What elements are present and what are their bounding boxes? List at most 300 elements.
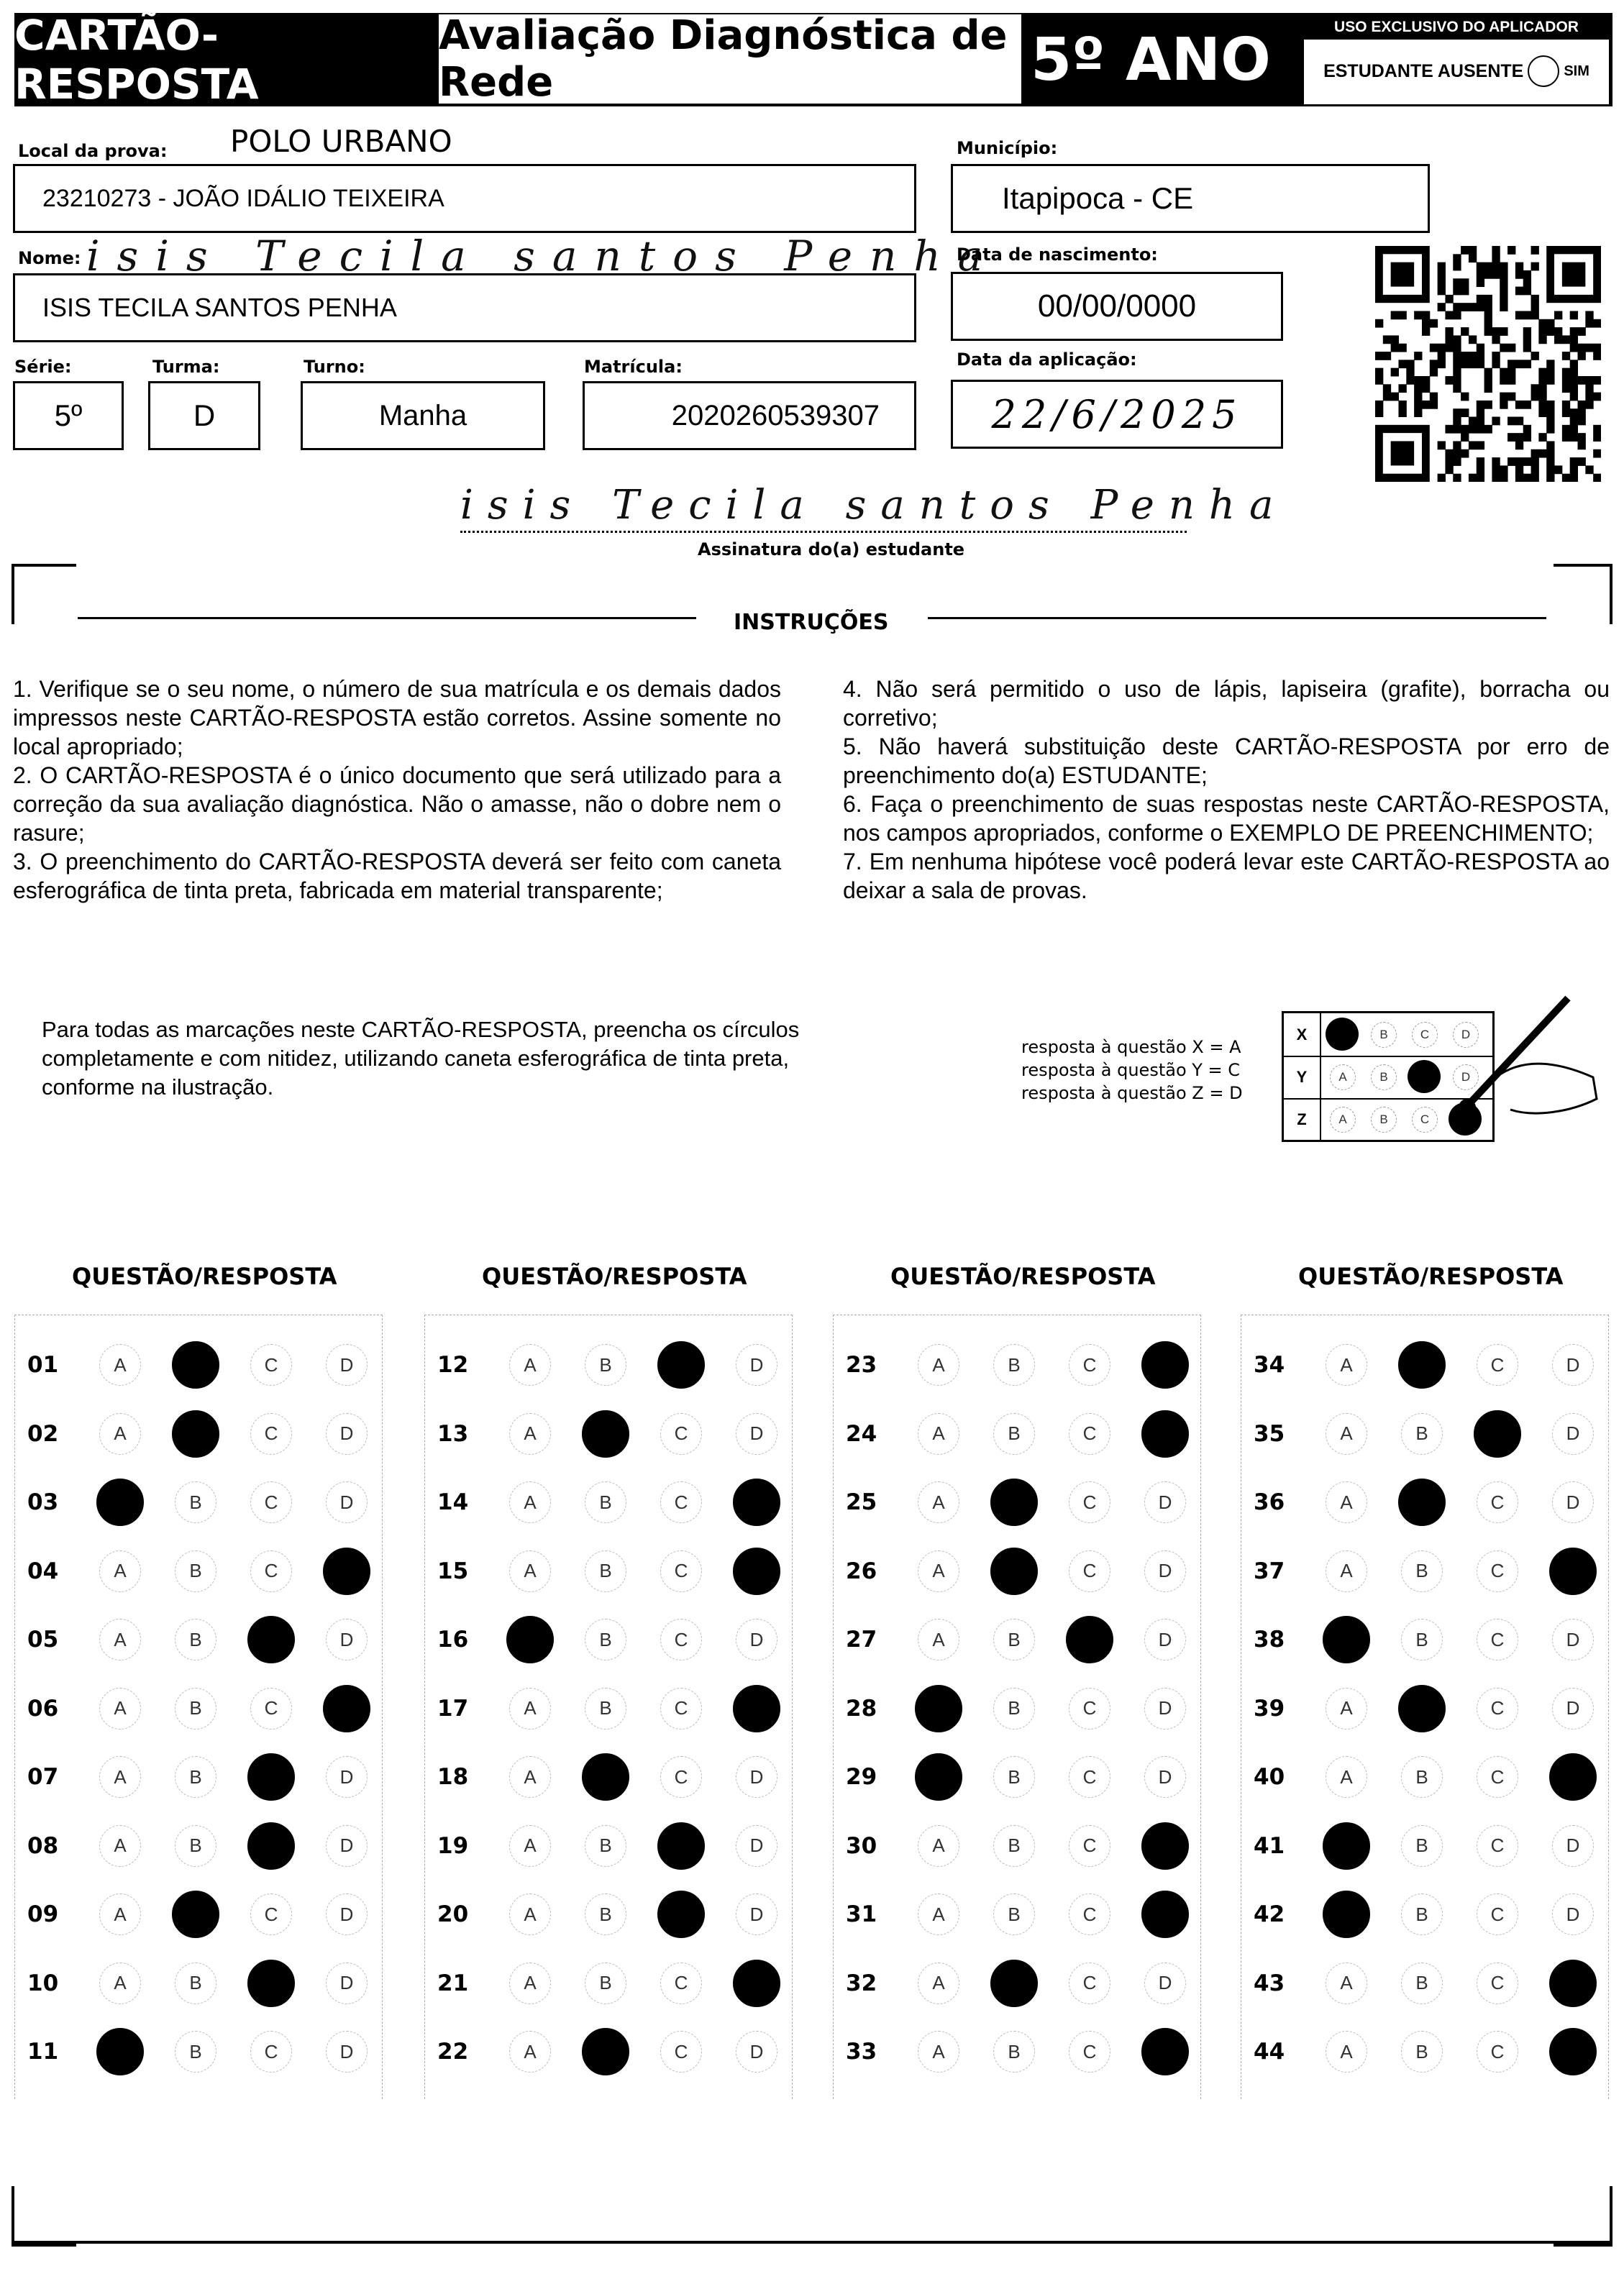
answer-row [846,1893,1198,1936]
question-number: 39 [1254,1695,1285,1722]
answer-bubble-b[interactable] [582,1410,629,1458]
answer-bubble-d[interactable]: D [326,2031,368,2073]
answer-row [1254,1962,1606,2005]
answer-bubble-a[interactable]: A [918,1481,959,1523]
turno-value: Manha [378,399,467,431]
answer-row [437,1412,790,1456]
answer-bubble-c[interactable]: C [250,1550,292,1592]
answer-bubble-c[interactable]: C [1477,1481,1518,1523]
answer-row [27,1962,380,2005]
exam-title-box [439,14,1021,104]
example-bubble-b: B [1371,1064,1397,1090]
answer-bubble-d[interactable] [1141,2028,1189,2075]
instructions-rule-right [928,617,1546,619]
answer-bubble-a[interactable]: A [99,1688,141,1730]
card-title: CARTÃO-RESPOSTA [14,13,432,106]
absent-checkbox[interactable] [1528,55,1559,87]
answer-bubble-b[interactable]: B [175,1756,216,1798]
question-number: 25 [846,1489,877,1515]
question-number: 20 [437,1901,469,1927]
answer-bubble-c[interactable] [1474,1410,1521,1458]
answer-bubble-a[interactable] [1323,1616,1370,1663]
answer-bubble-a[interactable]: A [509,1481,551,1523]
answer-bubble-a[interactable]: A [509,2031,551,2073]
answer-row [27,2030,380,2073]
answer-row [27,1755,380,1799]
answer-bubble-d[interactable] [1141,1891,1189,1938]
answer-bubble-c[interactable]: C [660,2031,702,2073]
answer-bubble-c[interactable] [247,1753,295,1801]
answer-bubble-c[interactable]: C [1069,1344,1110,1386]
answer-bubble-a[interactable]: A [509,1893,551,1935]
absent-label: ESTUDANTE AUSENTE [1323,60,1524,81]
answer-bubble-a[interactable]: A [99,1344,141,1386]
instruction-item: 3. O preenchimento do CARTÃO-RESPOSTA deverá ser feito com caneta esferográfica de tinta preta, fabricada em material transparente; [13,849,781,903]
answer-row [437,1755,790,1799]
answer-row [846,1755,1198,1799]
local-value: POLO URBANO [230,124,452,159]
answer-bubble-b[interactable]: B [1401,2031,1443,2073]
answer-bubble-a[interactable]: A [509,1413,551,1455]
answer-bubble-b[interactable]: B [1401,1893,1443,1935]
applicator-box [1302,13,1611,106]
answer-bubble-d[interactable] [1549,1753,1597,1801]
question-number: 15 [437,1558,469,1584]
nome-label: Nome: [18,248,81,268]
instructions-title: INSTRUÇÕES [734,610,889,635]
example-bubble-a: A [1330,1107,1356,1133]
answer-bubble-d[interactable] [323,1685,370,1732]
serie-label: Série: [14,357,72,377]
turno-label: Turno: [304,357,365,377]
answer-bubble-a[interactable]: A [509,1550,551,1592]
answer-bubble-c[interactable]: C [660,1619,702,1660]
answer-bubble-c[interactable] [657,1891,705,1938]
answer-bubble-c[interactable] [247,1960,295,2007]
answer-bubble-d[interactable]: D [736,1756,777,1798]
answer-bubble-a[interactable]: A [509,1756,551,1798]
answer-bubble-d[interactable] [733,1960,780,2007]
answer-bubble-b[interactable]: B [993,1893,1035,1935]
answer-row [1254,1412,1606,1456]
answer-row [27,1824,380,1868]
answer-row [846,1618,1198,1661]
question-number: 38 [1254,1627,1285,1653]
answer-bubble-b[interactable]: B [993,2031,1035,2073]
instruction-item: 6. Faça o preenchimento de suas respostas neste CARTÃO-RESPOSTA, nos campos apropriados, conforme o EXEMPLO DE PREENCHIMENTO; [843,791,1610,846]
answer-bubble-d[interactable]: D [1552,1893,1594,1935]
frame-corner-bl [12,2186,76,2247]
answer-bubble-b[interactable] [172,1891,219,1938]
answer-bubble-b[interactable]: B [1401,1963,1443,2004]
answer-bubble-b[interactable]: B [585,1825,626,1867]
answer-row [846,1550,1198,1593]
answer-bubble-c[interactable]: C [1069,1756,1110,1798]
answer-bubble-c[interactable]: C [250,2031,292,2073]
answer-bubble-a[interactable] [1323,1891,1370,1938]
answer-bubble-b[interactable] [1398,1685,1446,1732]
answer-bubble-b[interactable]: B [175,1688,216,1730]
answer-bubble-a[interactable] [506,1616,554,1663]
answer-bubble-b[interactable]: B [585,1550,626,1592]
question-number: 30 [846,1832,877,1859]
school-value: 23210273 - JOÃO IDÁLIO TEIXEIRA [42,184,444,212]
answer-bubble-b[interactable]: B [1401,1619,1443,1660]
aplicacao-handwritten: 22/6/2025 [991,391,1243,437]
answer-bubble-a[interactable] [96,2028,144,2075]
answer-bubble-d[interactable]: D [1552,1688,1594,1730]
example-legend [1021,1036,1243,1105]
question-number: 44 [1254,2039,1285,2065]
frame-corner-tl [12,564,76,624]
answer-bubble-c[interactable]: C [250,1688,292,1730]
example-row-label: Y [1284,1056,1321,1098]
answer-bubble-a[interactable]: A [509,1688,551,1730]
example-bubble-a: A [1330,1064,1356,1090]
example-bubble-b: B [1371,1107,1397,1133]
answer-bubble-d[interactable] [733,1548,780,1595]
question-number: 33 [846,2039,877,2065]
aplicacao-label: Data da aplicação: [957,349,1137,370]
answer-bubble-d[interactable] [733,1685,780,1732]
answer-bubble-a[interactable]: A [918,1963,959,2004]
answer-bubble-a[interactable]: A [918,1550,959,1592]
answer-bubble-c[interactable]: C [250,1344,292,1386]
answer-bubble-c[interactable]: C [1069,1413,1110,1455]
answer-bubble-d[interactable] [1141,1410,1189,1458]
answer-bubble-d[interactable]: D [736,1619,777,1660]
answer-bubble-c[interactable]: C [660,1688,702,1730]
answer-bubble-d[interactable] [1141,1341,1189,1389]
answer-bubble-a[interactable]: A [99,1756,141,1798]
instruction-item: 2. O CARTÃO-RESPOSTA é o único documento que será utilizado para a correção da sua avaliação diagnóstica. Não o amasse, não o dobre nem o rasure; [13,762,781,846]
answer-row [437,1343,790,1386]
answer-bubble-b[interactable] [1398,1479,1446,1526]
answer-bubble-c[interactable]: C [660,1550,702,1592]
answer-bubble-a[interactable]: A [99,1413,141,1455]
answer-row [1254,1687,1606,1730]
answer-bubble-a[interactable]: A [509,1963,551,2004]
answer-bubble-d[interactable]: D [1144,1963,1186,2004]
qr-code [1375,246,1601,482]
answer-row [27,1343,380,1386]
answer-bubble-b[interactable]: B [993,1688,1035,1730]
answer-bubble-d[interactable]: D [1552,1481,1594,1523]
answer-bubble-d[interactable]: D [326,1756,368,1798]
pen-illustration-icon [1446,991,1604,1135]
answer-bubble-d[interactable]: D [1552,1413,1594,1455]
answer-bubble-d[interactable]: D [326,1413,368,1455]
answer-bubble-a[interactable]: A [1326,1413,1367,1455]
answer-bubble-c[interactable]: C [250,1413,292,1455]
answer-bubble-d[interactable] [1549,2028,1597,2075]
answer-bubble-d[interactable]: D [326,1963,368,2004]
answer-bubble-d[interactable] [323,1548,370,1595]
answer-bubble-c[interactable]: C [1477,1893,1518,1935]
answer-bubble-c[interactable]: C [1477,1963,1518,2004]
instruction-item: 4. Não será permitido o uso de lápis, lapiseira (grafite), borracha ou corretivo; [843,676,1610,731]
answer-bubble-a[interactable]: A [99,1550,141,1592]
answer-bubble-a[interactable]: A [509,1344,551,1386]
answer-bubble-a[interactable]: A [99,1963,141,2004]
answer-bubble-d[interactable]: D [1144,1619,1186,1660]
answer-row [1254,1755,1606,1799]
answer-bubble-d[interactable]: D [1144,1688,1186,1730]
question-number: 05 [27,1627,59,1653]
example-text: Para todas as marcações neste CARTÃO-RESPOSTA, preencha os círculos completamente e com nitidez, utilizando caneta esferográfica de tinta preta, conforme na ilustração. [42,1017,800,1100]
question-number: 40 [1254,1764,1285,1790]
example-bubble-c [1408,1060,1441,1093]
matricula-label: Matrícula: [584,357,683,377]
answer-bubble-c[interactable] [1066,1616,1113,1663]
answer-bubble-d[interactable] [1141,1822,1189,1870]
answer-bubble-c[interactable]: C [1477,2031,1518,2073]
answer-bubble-c[interactable]: C [1477,1550,1518,1592]
answer-row [846,1687,1198,1730]
answer-row [27,1618,380,1661]
instruction-item: 1. Verifique se o seu nome, o número de sua matrícula e os demais dados impressos neste CARTÃO-RESPOSTA estão corretos. Assine somente no local apropriado; [13,676,781,759]
answer-bubble-b[interactable]: B [993,1413,1035,1455]
question-number: 18 [437,1764,469,1790]
answer-bubble-a[interactable]: A [918,1344,959,1386]
answer-bubble-b[interactable] [990,1960,1038,2007]
answer-bubble-d[interactable]: D [326,1481,368,1523]
signature-handwritten: isis Tecila santos Penha [460,482,1288,529]
answer-bubble-b[interactable]: B [175,1550,216,1592]
answer-bubble-a[interactable] [915,1685,962,1732]
answer-row [1254,1893,1606,1936]
answer-bubble-c[interactable]: C [1477,1619,1518,1660]
answer-bubble-a[interactable]: A [918,1825,959,1867]
answer-bubble-b[interactable] [990,1548,1038,1595]
answer-bubble-d[interactable]: D [736,2031,777,2073]
nascimento-label: Data de nascimento: [957,245,1158,265]
answer-bubble-c[interactable]: C [250,1481,292,1523]
signature-line [460,531,1187,533]
answer-row [1254,1824,1606,1868]
answer-bubble-b[interactable] [172,1410,219,1458]
answer-bubble-b[interactable]: B [1401,1825,1443,1867]
answer-bubble-b[interactable] [582,2028,629,2075]
question-number: 14 [437,1489,469,1515]
answer-bubble-c[interactable]: C [660,1413,702,1455]
answer-row [437,1824,790,1868]
answer-bubble-a[interactable]: A [1326,1344,1367,1386]
answer-bubble-b[interactable]: B [175,1481,216,1523]
answer-bubble-d[interactable] [1549,1548,1597,1595]
applicator-label: USO EXCLUSIVO DO APLICADOR [1304,15,1609,40]
answer-bubble-c[interactable]: C [1477,1756,1518,1798]
example-legend-item: resposta à questão Z = D [1021,1083,1243,1103]
answer-bubble-c[interactable]: C [1069,2031,1110,2073]
nascimento-field [951,272,1283,341]
answer-bubble-b[interactable]: B [585,1481,626,1523]
answer-row [846,1481,1198,1524]
answer-bubble-a[interactable]: A [918,2031,959,2073]
answer-bubble-b[interactable]: B [993,1619,1035,1660]
answer-bubble-b[interactable]: B [175,1825,216,1867]
answer-bubble-b[interactable]: B [993,1756,1035,1798]
answer-bubble-a[interactable]: A [1326,1550,1367,1592]
question-number: 29 [846,1764,877,1790]
answer-bubble-d[interactable]: D [736,1825,777,1867]
answer-row [846,1343,1198,1386]
example-bubble-d: D [1453,1022,1479,1048]
answer-row [846,1412,1198,1456]
answer-bubble-c[interactable]: C [1069,1550,1110,1592]
answer-bubble-c[interactable]: C [1069,1963,1110,2004]
answer-bubble-b[interactable]: B [585,1344,626,1386]
answer-column-header: QUESTÃO/RESPOSTA [1298,1263,1564,1290]
answer-bubble-b[interactable]: B [585,1893,626,1935]
answer-bubble-b[interactable]: B [585,1619,626,1660]
answer-bubble-a[interactable] [915,1753,962,1801]
answer-bubble-c[interactable]: C [250,1893,292,1935]
answer-row [437,1893,790,1936]
municipio-value: Itapipoca - CE [1002,181,1194,215]
turma-label: Turma: [152,357,220,377]
question-number: 41 [1254,1832,1285,1859]
answer-row [1254,1343,1606,1386]
answer-bubble-d[interactable] [1549,1960,1597,2007]
question-number: 10 [27,1970,59,1996]
example-row-label: X [1284,1013,1321,1056]
answer-row [27,1481,380,1524]
answer-bubble-c[interactable] [247,1822,295,1870]
answer-bubble-b[interactable]: B [1401,1413,1443,1455]
serie-field [13,381,124,450]
answer-row [1254,1618,1606,1661]
nome-value: ISIS TECILA SANTOS PENHA [42,293,397,322]
answer-bubble-b[interactable]: B [175,1963,216,2004]
answer-bubble-b[interactable] [172,1341,219,1389]
answer-bubble-c[interactable]: C [1477,1825,1518,1867]
answer-bubble-c[interactable]: C [660,1963,702,2004]
question-number: 28 [846,1695,877,1722]
answer-bubble-d[interactable]: D [326,1619,368,1660]
answer-bubble-c[interactable]: C [1477,1344,1518,1386]
answer-bubble-a[interactable] [96,1479,144,1526]
nome-field [13,273,916,342]
answer-bubble-d[interactable]: D [326,1825,368,1867]
answer-bubble-a[interactable]: A [1326,1756,1367,1798]
school-field [13,164,916,233]
answer-bubble-c[interactable]: C [660,1481,702,1523]
answer-bubble-c[interactable]: C [1069,1481,1110,1523]
answer-bubble-a[interactable]: A [918,1413,959,1455]
answer-bubble-d[interactable] [733,1479,780,1526]
answer-bubble-d[interactable]: D [736,1344,777,1386]
answer-bubble-a[interactable]: A [99,1893,141,1935]
answer-row [27,1550,380,1593]
turno-field [301,381,545,450]
answer-bubble-d[interactable]: D [1552,1619,1594,1660]
question-number: 11 [27,2039,59,2065]
answer-bubble-c[interactable]: C [660,1756,702,1798]
answer-bubble-b[interactable]: B [585,1688,626,1730]
instruction-item: 7. Em nenhuma hipótese você poderá levar este CARTÃO-RESPOSTA ao deixar a sala de provas. [843,849,1610,903]
answer-bubble-d[interactable]: D [1144,1550,1186,1592]
answer-bubble-a[interactable]: A [918,1619,959,1660]
answer-bubble-a[interactable]: A [918,1893,959,1935]
answer-column-header: QUESTÃO/RESPOSTA [890,1263,1156,1290]
answer-row [27,1893,380,1936]
example-bubble-d: D [1453,1064,1479,1090]
answer-bubble-d[interactable]: D [736,1413,777,1455]
answer-bubble-c[interactable]: C [1069,1893,1110,1935]
answer-column-header: QUESTÃO/RESPOSTA [482,1263,747,1290]
example-bubble-c: C [1412,1107,1438,1133]
answer-bubble-d[interactable]: D [1552,1825,1594,1867]
answer-bubble-a[interactable]: A [1326,1688,1367,1730]
answer-bubble-a[interactable]: A [509,1825,551,1867]
answer-bubble-b[interactable] [1398,1341,1446,1389]
answer-bubble-a[interactable]: A [1326,2031,1367,2073]
answer-bubble-a[interactable]: A [99,1619,141,1660]
question-number: 23 [846,1352,877,1378]
answer-bubble-b[interactable] [582,1753,629,1801]
answer-bubble-c[interactable]: C [1477,1688,1518,1730]
answer-row [846,1824,1198,1868]
grade-title: 5º ANO [1028,13,1273,106]
answer-bubble-d[interactable]: D [1144,1481,1186,1523]
frame-corner-tr [1554,564,1612,624]
answer-bubble-d[interactable]: D [1552,1344,1594,1386]
answer-bubble-c[interactable] [657,1341,705,1389]
answer-bubble-b[interactable]: B [1401,1550,1443,1592]
answer-bubble-c[interactable]: C [1069,1688,1110,1730]
question-number: 12 [437,1352,469,1378]
question-number: 08 [27,1832,59,1859]
answer-bubble-b[interactable] [990,1479,1038,1526]
question-number: 37 [1254,1558,1285,1584]
answer-bubble-b[interactable]: B [1401,1756,1443,1798]
answer-bubble-d[interactable]: D [736,1893,777,1935]
frame-bottom-line [12,2241,1610,2244]
instructions-left [13,675,781,905]
answer-bubble-a[interactable]: A [1326,1963,1367,2004]
answer-bubble-b[interactable]: B [175,2031,216,2073]
question-number: 21 [437,1970,469,1996]
answer-bubble-d[interactable]: D [326,1893,368,1935]
answer-bubble-b[interactable]: B [585,1963,626,2004]
municipio-label: Município: [957,138,1058,158]
answer-bubble-a[interactable]: A [99,1825,141,1867]
answer-bubble-d[interactable]: D [326,1344,368,1386]
instructions-right [843,675,1610,905]
answer-bubble-c[interactable]: C [1069,1825,1110,1867]
answer-bubble-b[interactable]: B [993,1825,1035,1867]
question-number: 35 [1254,1420,1285,1447]
aplicacao-field [951,380,1283,449]
question-number: 13 [437,1420,469,1447]
answer-bubble-a[interactable]: A [1326,1481,1367,1523]
answer-row [1254,1550,1606,1593]
turma-field [148,381,260,450]
answer-bubble-b[interactable]: B [993,1344,1035,1386]
answer-bubble-c[interactable] [247,1616,295,1663]
answer-bubble-a[interactable] [1323,1822,1370,1870]
frame-corner-br [1554,2186,1612,2247]
question-number: 34 [1254,1352,1285,1378]
answer-bubble-d[interactable]: D [1144,1756,1186,1798]
local-label: Local da prova: [18,141,168,161]
question-number: 07 [27,1764,59,1790]
answer-bubble-b[interactable]: B [175,1619,216,1660]
question-number: 36 [1254,1489,1285,1515]
answer-bubble-c[interactable] [657,1822,705,1870]
nascimento-value: 00/00/0000 [1037,288,1197,324]
